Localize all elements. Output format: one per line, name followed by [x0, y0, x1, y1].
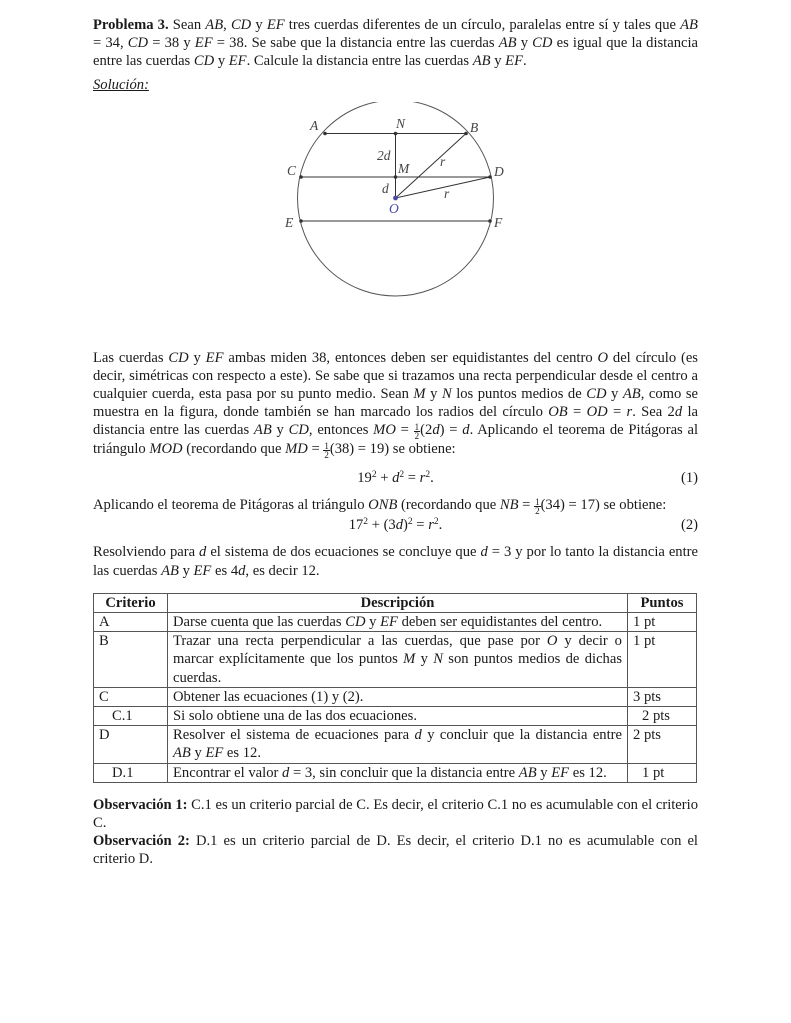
equation-2-body: $17^2 + (3d)^2 = r^2$. [348, 517, 443, 534]
rubric-criterion: D [94, 726, 168, 763]
rubric-description: Resolver el sistema de ecuaciones para d y concluir que la distancia entre AB y EF es 12. [168, 726, 628, 763]
rubric-points: 1 pt [628, 632, 697, 688]
rubric-description: Trazar una recta perpendicular a las cuerdas, que pase por O y decir o marcar explícitamente que los puntos M y N son puntos medios de dichas cuerdas. [168, 632, 628, 688]
problem-statement [93, 16, 698, 71]
rubric-table [93, 593, 697, 783]
rubric-criterion: C [94, 687, 168, 706]
rubric-points: 3 pts [628, 687, 697, 706]
equation-1-number: (1) [680, 470, 698, 487]
rubric-row [94, 687, 697, 706]
solution-paragraph-3: Resolviendo para d el sistema de dos ecuaciones se concluye que d = 3 y por lo tanto la distancia entre las cuerdas AB y EF es 4d, es decir 12. [93, 544, 698, 579]
rubric-row [94, 632, 697, 688]
point-b [464, 131, 468, 135]
point-m [394, 175, 398, 179]
label-n: N [396, 115, 406, 131]
label-2d: 2d [377, 147, 391, 163]
rubric-description: Obtener las ecuaciones (1) y (2). [168, 687, 628, 706]
observation-1-label: Observación 1: [93, 796, 188, 813]
label-d: D [494, 163, 504, 179]
geometry-figure [93, 102, 698, 349]
rubric-row [94, 763, 697, 782]
observation-1 [93, 796, 698, 832]
equation-2-number: (2) [680, 517, 698, 534]
equation-2 [93, 516, 698, 534]
radius-od [396, 177, 491, 198]
point-d [488, 175, 492, 179]
problem-label: Problema 3. [93, 17, 169, 33]
solution-heading: Solución: [93, 76, 149, 93]
observation-2-label: Observación 2: [93, 833, 190, 850]
document-page [93, 16, 698, 869]
circle-chords-diagram [93, 102, 698, 349]
rubric-row [94, 613, 697, 632]
equation-1-body: $19^2 + d^2 = r^2$. [357, 470, 434, 487]
point-f [488, 219, 492, 223]
rubric-points: 1 pt [628, 763, 697, 782]
rubric-criterion: A [94, 613, 168, 632]
point-a [323, 131, 327, 135]
point-n [394, 131, 398, 135]
rubric-points: 2 pts [628, 726, 697, 763]
header-descripcion: Descripción [168, 593, 628, 612]
label-e: E [285, 214, 294, 230]
rubric-description: Si solo obtiene una de las dos ecuaciones. [168, 707, 628, 726]
observations [93, 796, 698, 869]
observation-2 [93, 832, 698, 868]
label-b: B [470, 119, 479, 135]
header-puntos: Puntos [628, 593, 697, 612]
rubric-description: Encontrar el valor d = 3, sin concluir que la distancia entre AB y EF es 12. [168, 763, 628, 782]
rubric-criterion: D.1 [94, 763, 168, 782]
rubric-criterion: B [94, 632, 168, 688]
observation-1-text: C.1 es un criterio parcial de C. Es decir, el criterio C.1 no es acumulable con el criterio C. [93, 796, 698, 832]
problem-text: Sean AB, CD y EF tres cuerdas diferentes de un círculo, paralelas entre sí y tales que AB = 34, CD = 38 y EF = 38. Se sabe que la distancia entre las cuerdas AB y CD es igual que la distancia entre las cuerdas CD y EF. Calcule la distancia entre las cuerdas AB y EF. [93, 17, 699, 70]
solution-paragraph-1: Las cuerdas CD y EF ambas miden 38, entonces deben ser equidistantes del centro O del círculo (es decir, simétricas con respecto a este). Se sabe que si trazamos una recta perpendicular desde el centro a cualquier cuerda, esta pasa por su punto medio. Sean M y N los puntos medios de CD y AB, como se muestra en la figura, donde también se han marcado los radios del círculo OB = OD = r. Sea 2d la distancia entre las cuerdas AB y CD, entonces MO = $\frac{1}{2}$ (2d) = d. Aplicando el teorema de Pitágoras al triángulo MOD (recordando que MD = $\frac{1}{2}$ (38) = 19) se obtiene: [93, 349, 699, 461]
header-criterio: Criterio [94, 593, 168, 612]
label-o: O [389, 200, 399, 216]
point-e [299, 219, 303, 223]
label-c: C [287, 162, 297, 178]
label-a: A [310, 117, 319, 133]
rubric-description: Darse cuenta que las cuerdas CD y EF deben ser equidistantes del centro. [168, 613, 628, 632]
rubric-row [94, 726, 697, 763]
label-d-segment: d [382, 180, 389, 196]
solution-paragraph-2: Aplicando el teorema de Pitágoras al triángulo ONB (recordando que NB = $\frac{1}{2}$ (34) = 17) se obtiene: [93, 497, 667, 517]
rubric-criterion: C.1 [94, 707, 168, 726]
equation-1 [93, 469, 698, 487]
label-m: M [398, 160, 410, 176]
rubric-row [94, 707, 697, 726]
label-f: F [494, 214, 503, 230]
rubric-points: 2 pts [628, 707, 697, 726]
observation-2-text: D.1 es un criterio parcial de D. Es decir, el criterio D.1 no es acumulable con el criterio D. [93, 833, 698, 868]
point-o [393, 195, 398, 200]
rubric-points: 1 pt [628, 613, 697, 632]
label-r-od: r [444, 185, 450, 201]
rubric-header-row [94, 593, 697, 612]
point-c [299, 175, 303, 179]
label-r-ob: r [440, 153, 446, 169]
